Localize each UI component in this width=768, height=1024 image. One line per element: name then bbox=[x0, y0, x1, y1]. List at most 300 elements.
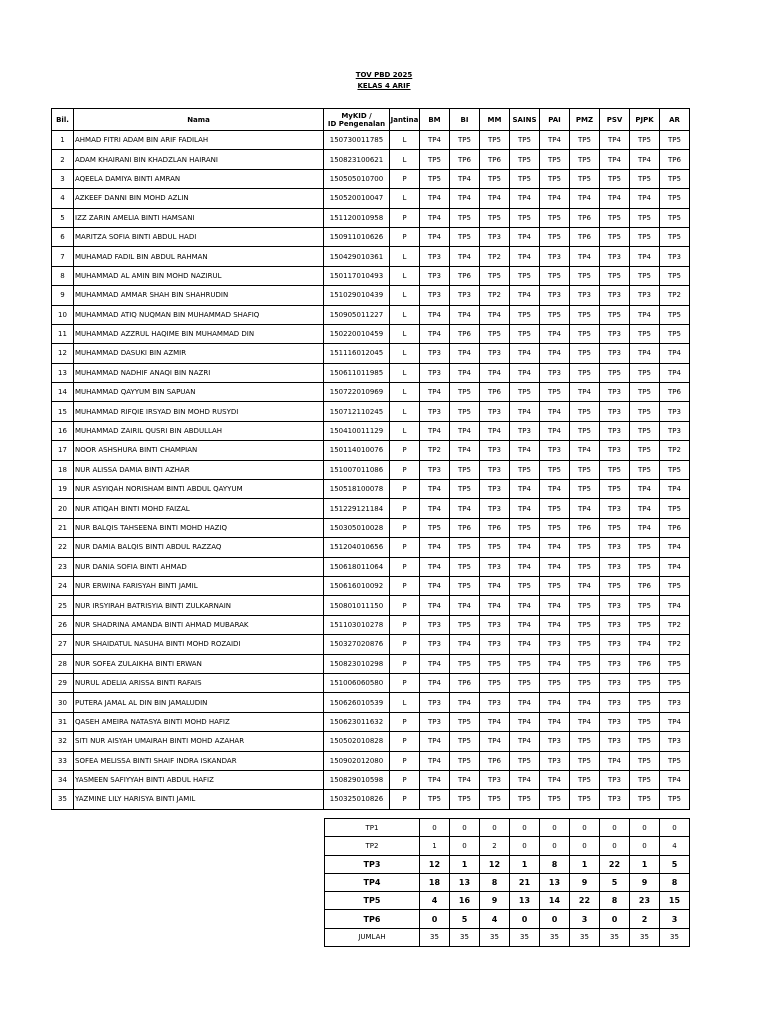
grade-cell: TP4 bbox=[660, 480, 690, 499]
grade-cell: TP5 bbox=[510, 383, 540, 402]
table-row bbox=[52, 383, 690, 402]
student-id: 150410011129 bbox=[324, 421, 390, 440]
grade-cell: TP5 bbox=[630, 770, 660, 789]
grade-cell: TP4 bbox=[420, 208, 450, 227]
summary-count: 4 bbox=[660, 837, 690, 855]
grade-cell: TP3 bbox=[480, 460, 510, 479]
grade-cell: TP5 bbox=[480, 266, 510, 285]
grade-cell: TP4 bbox=[420, 751, 450, 770]
student-gender: P bbox=[390, 576, 420, 595]
student-gender: L bbox=[390, 693, 420, 712]
grade-cell: TP5 bbox=[540, 150, 570, 169]
table-row bbox=[52, 441, 690, 460]
grade-cell: TP4 bbox=[480, 189, 510, 208]
row-number: 27 bbox=[52, 635, 74, 654]
grade-cell: TP4 bbox=[600, 131, 630, 150]
grade-cell: TP4 bbox=[420, 131, 450, 150]
grade-cell: TP4 bbox=[420, 732, 450, 751]
grade-cell: TP5 bbox=[660, 266, 690, 285]
summary-count: 9 bbox=[570, 873, 600, 891]
grade-cell: TP4 bbox=[450, 363, 480, 382]
row-number: 23 bbox=[52, 557, 74, 576]
document-title: TOV PBD 2025 bbox=[355, 71, 413, 79]
grade-cell: TP3 bbox=[600, 673, 630, 692]
summary-label: TP1 bbox=[325, 819, 420, 837]
table-row bbox=[52, 324, 690, 343]
summary-row bbox=[325, 855, 690, 873]
grade-cell: TP5 bbox=[540, 227, 570, 246]
table-row bbox=[52, 247, 690, 266]
grade-cell: TP3 bbox=[420, 635, 450, 654]
grade-cell: TP4 bbox=[450, 441, 480, 460]
grade-cell: TP4 bbox=[480, 732, 510, 751]
grade-cell: TP4 bbox=[540, 712, 570, 731]
grade-cell: TP3 bbox=[600, 693, 630, 712]
grade-cell: TP3 bbox=[480, 499, 510, 518]
student-id: 150518100078 bbox=[324, 480, 390, 499]
grade-cell: TP5 bbox=[510, 673, 540, 692]
row-number: 33 bbox=[52, 751, 74, 770]
grade-cell: TP5 bbox=[540, 305, 570, 324]
grade-cell: TP5 bbox=[570, 131, 600, 150]
grade-cell: TP4 bbox=[450, 247, 480, 266]
grade-cell: TP5 bbox=[450, 208, 480, 227]
grade-cell: TP4 bbox=[630, 305, 660, 324]
summary-count: 35 bbox=[540, 928, 570, 946]
grade-cell: TP4 bbox=[450, 344, 480, 363]
student-name: MUHAMAD FADIL BIN ABDUL RAHMAN bbox=[74, 247, 324, 266]
grade-cell: TP5 bbox=[570, 344, 600, 363]
header-mykid bbox=[324, 109, 390, 131]
grade-cell: TP3 bbox=[600, 712, 630, 731]
grade-cell: TP5 bbox=[660, 460, 690, 479]
student-name: YASMEEN SAFIYYAH BINTI ABDUL HAFIZ bbox=[74, 770, 324, 789]
grade-cell: TP4 bbox=[630, 518, 660, 537]
grade-cell: TP2 bbox=[480, 286, 510, 305]
grade-cell: TP4 bbox=[510, 189, 540, 208]
grade-cell: TP4 bbox=[540, 324, 570, 343]
student-name: NUR SHAIDATUL NASUHA BINTI MOHD ROZAIDI bbox=[74, 635, 324, 654]
grade-cell: TP3 bbox=[540, 363, 570, 382]
grade-cell: TP4 bbox=[450, 189, 480, 208]
table-row bbox=[52, 654, 690, 673]
summary-count: 0 bbox=[630, 837, 660, 855]
grade-cell: TP6 bbox=[450, 673, 480, 692]
grade-cell: TP5 bbox=[540, 460, 570, 479]
grade-cell: TP6 bbox=[660, 383, 690, 402]
student-name: MUHAMMAD NADHIF ANAQI BIN NAZRI bbox=[74, 363, 324, 382]
student-gender: P bbox=[390, 732, 420, 751]
student-gender: P bbox=[390, 227, 420, 246]
table-row bbox=[52, 596, 690, 615]
grade-cell: TP4 bbox=[660, 596, 690, 615]
student-name: MUHAMMAD AMMAR SHAH BIN SHAHRUDIN bbox=[74, 286, 324, 305]
grade-cell: TP4 bbox=[540, 693, 570, 712]
table-row bbox=[52, 538, 690, 557]
grade-cell: TP4 bbox=[450, 305, 480, 324]
summary-table bbox=[324, 818, 690, 947]
grade-cell: TP5 bbox=[510, 266, 540, 285]
grade-cell: TP4 bbox=[420, 324, 450, 343]
grade-cell: TP5 bbox=[540, 383, 570, 402]
grade-cell: TP4 bbox=[450, 169, 480, 188]
student-gender: L bbox=[390, 344, 420, 363]
grade-cell: TP4 bbox=[600, 150, 630, 169]
grade-cell: TP5 bbox=[480, 673, 510, 692]
grade-cell: TP4 bbox=[510, 344, 540, 363]
grade-cell: TP5 bbox=[630, 227, 660, 246]
grade-cell: TP4 bbox=[510, 480, 540, 499]
summary-count: 0 bbox=[510, 819, 540, 837]
grade-cell: TP5 bbox=[630, 383, 660, 402]
grade-cell: TP3 bbox=[600, 557, 630, 576]
table-row bbox=[52, 266, 690, 285]
grade-cell: TP3 bbox=[420, 402, 450, 421]
grade-cell: TP5 bbox=[450, 131, 480, 150]
student-gender: P bbox=[390, 480, 420, 499]
grade-cell: TP4 bbox=[660, 557, 690, 576]
summary-count: 14 bbox=[540, 892, 570, 910]
grade-cell: TP3 bbox=[480, 615, 510, 634]
summary-row bbox=[325, 837, 690, 855]
grade-cell: TP3 bbox=[480, 441, 510, 460]
grade-cell: TP5 bbox=[540, 208, 570, 227]
summary-count: 2 bbox=[630, 910, 660, 928]
grade-cell: TP4 bbox=[510, 770, 540, 789]
grade-cell: TP5 bbox=[660, 576, 690, 595]
row-number: 9 bbox=[52, 286, 74, 305]
summary-count: 22 bbox=[600, 855, 630, 873]
grade-cell: TP5 bbox=[510, 150, 540, 169]
summary-count: 3 bbox=[570, 910, 600, 928]
student-gender: L bbox=[390, 266, 420, 285]
header-mykid-line1: MyKID / bbox=[341, 111, 372, 120]
grade-cell: TP3 bbox=[480, 635, 510, 654]
grade-cell: TP6 bbox=[630, 576, 660, 595]
row-number: 31 bbox=[52, 712, 74, 731]
student-id: 151103010278 bbox=[324, 615, 390, 634]
grade-cell: TP3 bbox=[600, 441, 630, 460]
grade-cell: TP4 bbox=[450, 499, 480, 518]
student-name: MUHAMMAD ATIQ NUQMAN BIN MUHAMMAD SHAFIQ bbox=[74, 305, 324, 324]
student-id: 151116012045 bbox=[324, 344, 390, 363]
row-number: 12 bbox=[52, 344, 74, 363]
grade-cell: TP5 bbox=[630, 751, 660, 770]
grade-cell: TP3 bbox=[420, 247, 450, 266]
grade-cell: TP3 bbox=[600, 615, 630, 634]
grade-cell: TP5 bbox=[630, 324, 660, 343]
student-name: NUR DAMIA BALQIS BINTI ABDUL RAZZAQ bbox=[74, 538, 324, 557]
student-id: 151007011086 bbox=[324, 460, 390, 479]
row-number: 17 bbox=[52, 441, 74, 460]
header-subject: MM bbox=[480, 109, 510, 131]
summary-count: 0 bbox=[450, 837, 480, 855]
row-number: 5 bbox=[52, 208, 74, 227]
row-number: 19 bbox=[52, 480, 74, 499]
summary-count: 0 bbox=[540, 910, 570, 928]
grade-cell: TP5 bbox=[450, 712, 480, 731]
summary-row bbox=[325, 873, 690, 891]
summary-count: 4 bbox=[480, 910, 510, 928]
grade-cell: TP4 bbox=[540, 421, 570, 440]
grade-cell: TP3 bbox=[600, 654, 630, 673]
table-row bbox=[52, 305, 690, 324]
grade-cell: TP5 bbox=[570, 363, 600, 382]
student-gender: P bbox=[390, 557, 420, 576]
grade-cell: TP5 bbox=[570, 421, 600, 440]
student-id: 150626010539 bbox=[324, 693, 390, 712]
grade-cell: TP5 bbox=[570, 596, 600, 615]
student-name: NUR ASYIQAH NORISHAM BINTI ABDUL QAYYUM bbox=[74, 480, 324, 499]
grade-cell: TP4 bbox=[510, 227, 540, 246]
grade-cell: TP5 bbox=[630, 712, 660, 731]
grade-cell: TP4 bbox=[510, 635, 540, 654]
grade-cell: TP4 bbox=[510, 693, 540, 712]
student-name: MUHAMMAD AZZRUL HAQIME BIN MUHAMMAD DIN bbox=[74, 324, 324, 343]
table-row bbox=[52, 499, 690, 518]
student-id: 150114010076 bbox=[324, 441, 390, 460]
summary-count: 0 bbox=[450, 819, 480, 837]
grade-cell: TP5 bbox=[420, 169, 450, 188]
grade-cell: TP4 bbox=[420, 480, 450, 499]
grade-cell: TP3 bbox=[480, 344, 510, 363]
grade-cell: TP5 bbox=[630, 266, 660, 285]
grade-cell: TP3 bbox=[420, 712, 450, 731]
summary-count: 5 bbox=[450, 910, 480, 928]
grade-cell: TP5 bbox=[630, 596, 660, 615]
table-row bbox=[52, 673, 690, 692]
table-row bbox=[52, 480, 690, 499]
grade-cell: TP4 bbox=[660, 363, 690, 382]
grade-cell: TP4 bbox=[570, 441, 600, 460]
grade-cell: TP6 bbox=[570, 227, 600, 246]
student-id: 150325010826 bbox=[324, 790, 390, 809]
grade-cell: TP5 bbox=[600, 208, 630, 227]
student-name: IZZ ZARIN AMELIA BINTI HAMSANI bbox=[74, 208, 324, 227]
header-jantina: Jantina bbox=[390, 109, 420, 131]
grade-cell: TP5 bbox=[570, 324, 600, 343]
student-name: MUHAMMAD QAYYUM BIN SAPUAN bbox=[74, 383, 324, 402]
grade-cell: TP5 bbox=[570, 266, 600, 285]
summary-count: 13 bbox=[540, 873, 570, 891]
grade-cell: TP4 bbox=[600, 751, 630, 770]
grade-cell: TP5 bbox=[420, 518, 450, 537]
student-id: 150623011632 bbox=[324, 712, 390, 731]
grade-cell: TP3 bbox=[660, 421, 690, 440]
summary-count: 0 bbox=[600, 837, 630, 855]
grade-cell: TP5 bbox=[600, 363, 630, 382]
grade-cell: TP4 bbox=[540, 402, 570, 421]
grade-cell: TP4 bbox=[420, 538, 450, 557]
student-gender: P bbox=[390, 615, 420, 634]
grade-cell: TP3 bbox=[420, 615, 450, 634]
grade-cell: TP5 bbox=[420, 150, 450, 169]
grade-cell: TP3 bbox=[600, 247, 630, 266]
summary-count: 0 bbox=[660, 819, 690, 837]
grade-cell: TP5 bbox=[450, 383, 480, 402]
summary-count: 35 bbox=[660, 928, 690, 946]
header-subject: PSV bbox=[600, 109, 630, 131]
student-gender: P bbox=[390, 538, 420, 557]
summary-count: 12 bbox=[420, 855, 450, 873]
grade-cell: TP3 bbox=[420, 286, 450, 305]
grade-cell: TP3 bbox=[600, 538, 630, 557]
grade-cell: TP5 bbox=[600, 576, 630, 595]
table-row bbox=[52, 286, 690, 305]
grade-cell: TP3 bbox=[540, 751, 570, 770]
row-number: 21 bbox=[52, 518, 74, 537]
header-subject: BM bbox=[420, 109, 450, 131]
grade-cell: TP5 bbox=[570, 305, 600, 324]
student-gender: L bbox=[390, 383, 420, 402]
student-gender: P bbox=[390, 790, 420, 809]
student-grades-table bbox=[51, 108, 690, 810]
row-number: 32 bbox=[52, 732, 74, 751]
student-rows bbox=[52, 131, 690, 810]
table-row bbox=[52, 150, 690, 169]
grade-cell: TP6 bbox=[570, 518, 600, 537]
student-name: ADAM KHAIRANI BIN KHADZLAN HAIRANI bbox=[74, 150, 324, 169]
grade-cell: TP5 bbox=[540, 499, 570, 518]
student-name: NUR DANIA SOFIA BINTI AHMAD bbox=[74, 557, 324, 576]
grade-cell: TP3 bbox=[480, 557, 510, 576]
row-number: 14 bbox=[52, 383, 74, 402]
grade-cell: TP4 bbox=[540, 557, 570, 576]
student-name: MUHAMMAD DASUKI BIN AZMIR bbox=[74, 344, 324, 363]
student-name: NUR SHADRINA AMANDA BINTI AHMAD MUBARAK bbox=[74, 615, 324, 634]
grade-cell: TP5 bbox=[630, 673, 660, 692]
grade-cell: TP2 bbox=[660, 615, 690, 634]
summary-count: 0 bbox=[630, 819, 660, 837]
grade-cell: TP4 bbox=[420, 189, 450, 208]
grade-cell: TP3 bbox=[600, 421, 630, 440]
summary-count: 0 bbox=[600, 910, 630, 928]
table-row bbox=[52, 732, 690, 751]
grade-cell: TP3 bbox=[420, 460, 450, 479]
student-id: 150902012080 bbox=[324, 751, 390, 770]
grade-cell: TP5 bbox=[630, 131, 660, 150]
summary-label: JUMLAH bbox=[325, 928, 420, 946]
grade-cell: TP5 bbox=[540, 790, 570, 809]
grade-cell: TP6 bbox=[480, 518, 510, 537]
table-row bbox=[52, 344, 690, 363]
grade-cell: TP4 bbox=[480, 421, 510, 440]
grade-cell: TP5 bbox=[630, 538, 660, 557]
table-row bbox=[52, 421, 690, 440]
grade-cell: TP5 bbox=[630, 169, 660, 188]
summary-count: 13 bbox=[450, 873, 480, 891]
grade-cell: TP3 bbox=[540, 441, 570, 460]
student-id: 150730011785 bbox=[324, 131, 390, 150]
grade-cell: TP4 bbox=[480, 596, 510, 615]
grade-cell: TP4 bbox=[450, 635, 480, 654]
grade-cell: TP5 bbox=[570, 557, 600, 576]
grade-cell: TP4 bbox=[630, 635, 660, 654]
grade-cell: TP4 bbox=[630, 189, 660, 208]
summary-row bbox=[325, 910, 690, 928]
grade-cell: TP3 bbox=[420, 363, 450, 382]
summary-count: 35 bbox=[630, 928, 660, 946]
summary-count: 8 bbox=[600, 892, 630, 910]
grade-cell: TP4 bbox=[510, 557, 540, 576]
student-gender: P bbox=[390, 673, 420, 692]
grade-cell: TP5 bbox=[570, 169, 600, 188]
grade-cell: TP4 bbox=[600, 189, 630, 208]
grade-cell: TP5 bbox=[630, 208, 660, 227]
grade-cell: TP5 bbox=[630, 732, 660, 751]
summary-count: 0 bbox=[480, 819, 510, 837]
grade-cell: TP5 bbox=[480, 790, 510, 809]
grade-cell: TP5 bbox=[540, 518, 570, 537]
summary-count: 5 bbox=[660, 855, 690, 873]
grade-cell: TP5 bbox=[570, 460, 600, 479]
grade-cell: TP3 bbox=[420, 693, 450, 712]
student-id: 150305010028 bbox=[324, 518, 390, 537]
grade-cell: TP5 bbox=[450, 557, 480, 576]
student-id: 150911010626 bbox=[324, 227, 390, 246]
table-row bbox=[52, 169, 690, 188]
student-id: 151204010656 bbox=[324, 538, 390, 557]
student-id: 150618011064 bbox=[324, 557, 390, 576]
student-id: 150327020876 bbox=[324, 635, 390, 654]
row-number: 10 bbox=[52, 305, 74, 324]
row-number: 13 bbox=[52, 363, 74, 382]
student-name: NOOR ASHSHURA BINTI CHAMPIAN bbox=[74, 441, 324, 460]
student-gender: L bbox=[390, 305, 420, 324]
grade-cell: TP4 bbox=[570, 499, 600, 518]
student-id: 150611011985 bbox=[324, 363, 390, 382]
header-nama: Nama bbox=[74, 109, 324, 131]
grade-cell: TP5 bbox=[630, 557, 660, 576]
grade-cell: TP4 bbox=[480, 363, 510, 382]
grade-cell: TP5 bbox=[570, 538, 600, 557]
student-gender: P bbox=[390, 770, 420, 789]
summary-count: 1 bbox=[570, 855, 600, 873]
student-name: AHMAD FITRI ADAM BIN ARIF FADILAH bbox=[74, 131, 324, 150]
grade-cell: TP5 bbox=[510, 460, 540, 479]
grade-cell: TP4 bbox=[570, 576, 600, 595]
grade-cell: TP6 bbox=[450, 150, 480, 169]
grade-cell: TP3 bbox=[600, 402, 630, 421]
grade-cell: TP5 bbox=[570, 770, 600, 789]
grade-cell: TP5 bbox=[660, 673, 690, 692]
grade-cell: TP5 bbox=[600, 169, 630, 188]
table-row bbox=[52, 131, 690, 150]
grade-cell: TP6 bbox=[450, 518, 480, 537]
grade-cell: TP6 bbox=[450, 266, 480, 285]
grade-cell: TP2 bbox=[660, 441, 690, 460]
grade-cell: TP4 bbox=[540, 770, 570, 789]
grade-cell: TP3 bbox=[660, 247, 690, 266]
grade-cell: TP4 bbox=[540, 654, 570, 673]
table-row bbox=[52, 576, 690, 595]
table-row bbox=[52, 790, 690, 809]
table-row bbox=[52, 770, 690, 789]
student-name: NUR SOFEA ZULAIKHA BINTI ERWAN bbox=[74, 654, 324, 673]
grade-cell: TP3 bbox=[630, 286, 660, 305]
student-gender: L bbox=[390, 421, 420, 440]
grade-cell: TP4 bbox=[450, 596, 480, 615]
summary-count: 8 bbox=[660, 873, 690, 891]
student-id: 150823010298 bbox=[324, 654, 390, 673]
grade-cell: TP5 bbox=[660, 654, 690, 673]
grade-cell: TP6 bbox=[660, 150, 690, 169]
grade-cell: TP5 bbox=[630, 363, 660, 382]
table-row bbox=[52, 693, 690, 712]
grade-cell: TP3 bbox=[480, 227, 510, 246]
grade-cell: TP5 bbox=[600, 460, 630, 479]
summary-count: 35 bbox=[480, 928, 510, 946]
